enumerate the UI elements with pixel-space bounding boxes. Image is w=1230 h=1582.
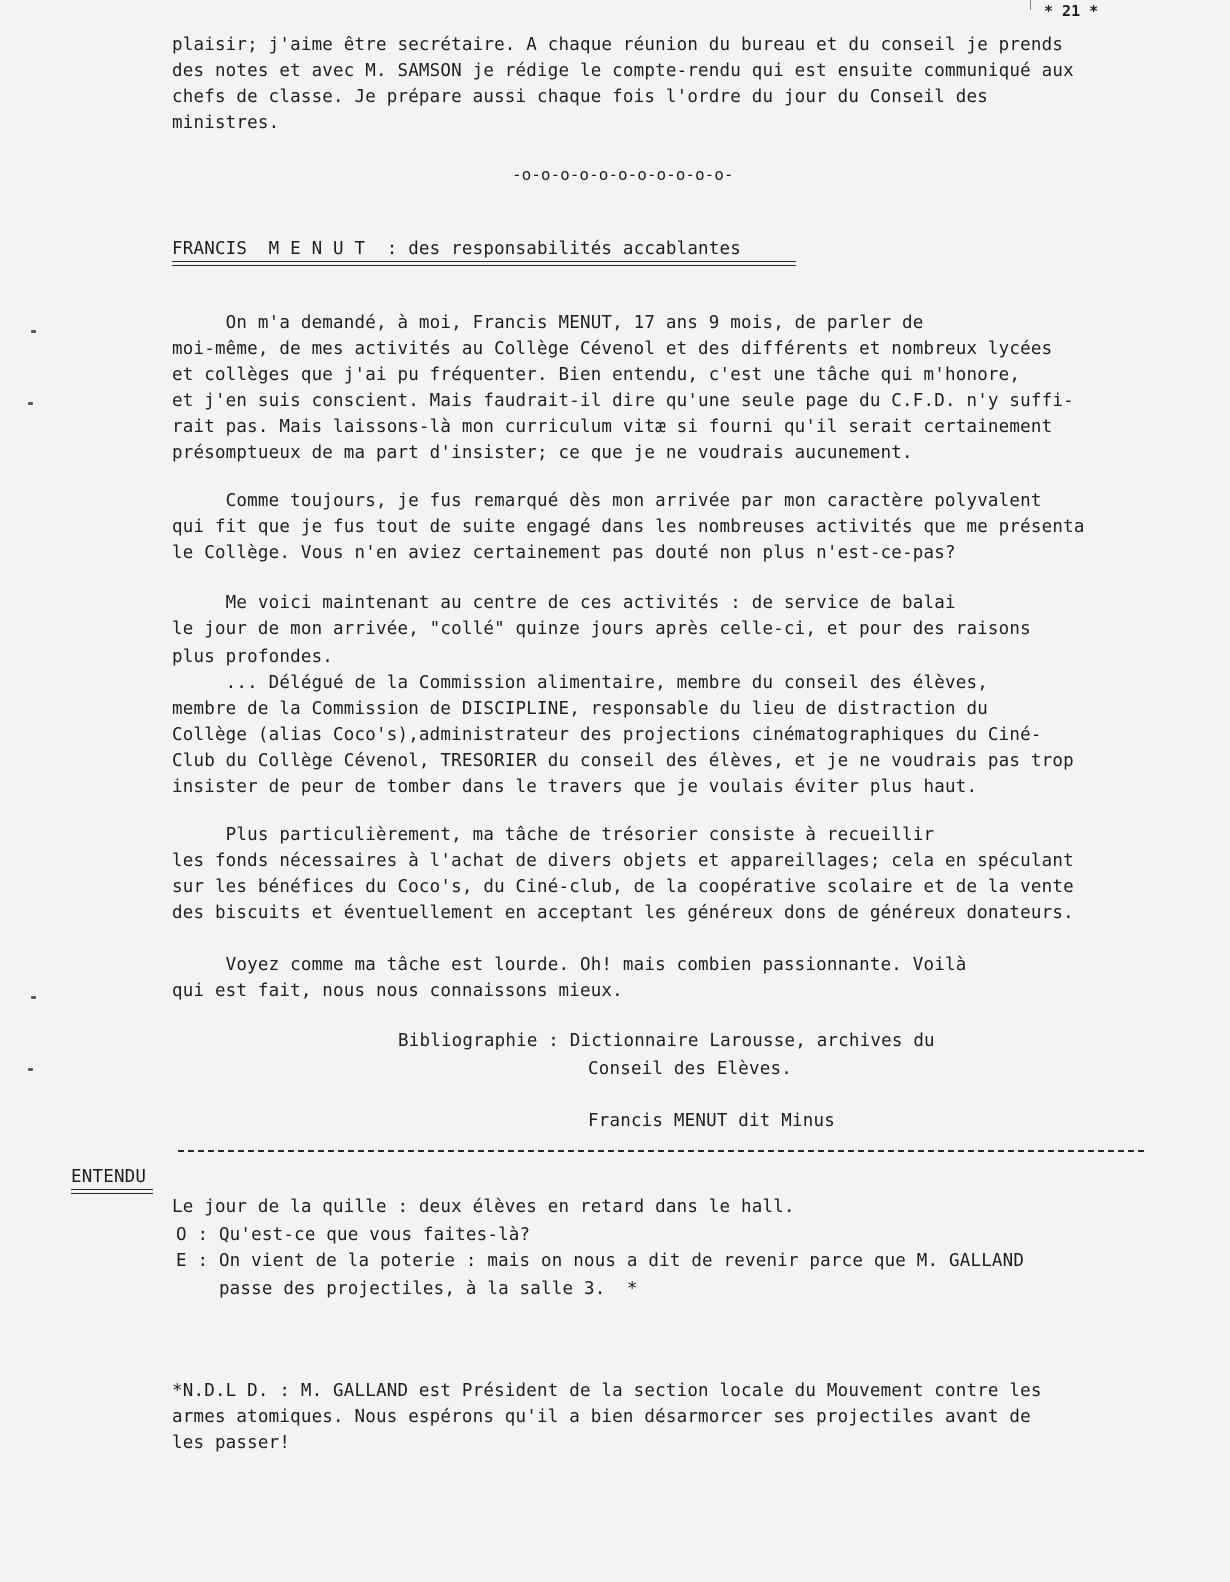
text-line: insister de peur de tomber dans le travers que je voulais éviter plus haut. [172,777,978,797]
dialogue-line: E : On vient de la poterie : mais on nous a dit de revenir parce que M. GALLAND [176,1251,1025,1271]
text-line: Plus particulièrement, ma tâche de trésorier consiste à recueillir [172,825,935,845]
title-double-underline [172,261,796,266]
text-line: rait pas. Mais laissons-là mon curriculum vitæ si fourni qu'il serait certainement [172,417,1053,437]
entendu-heading: ENTENDU [71,1167,147,1187]
entendu-intro: Le jour de la quille : deux élèves en retard dans le hall. [172,1197,795,1217]
text-line: Comme toujours, je fus remarqué dès mon arrivée par mon caractère polyvalent [172,491,1042,511]
bibliography-line: Bibliographie : Dictionnaire Larousse, archives du [398,1031,935,1051]
text-line: *N.D.L D. : M. GALLAND est Président de la section locale du Mouvement contre les [172,1381,1042,1401]
text-line: les fonds nécessaires à l'achat de divers objets et appareillages; cela en spéculant [172,851,1074,871]
text-line: sur les bénéfices du Coco's, du Ciné-club, de la coopérative scolaire et de la vente [172,877,1074,897]
text-line: membre de la Commission de DISCIPLINE, responsable du lieu de distraction du [172,699,988,719]
article-title: FRANCIS M E N U T : des responsabilités accablantes [172,239,742,259]
text-line: et collèges que j'ai pu fréquenter. Bien entendu, c'est une tâche qui m'honore, [172,365,1021,385]
dialogue-line: passe des projectiles, à la salle 3. * [176,1279,638,1299]
text-line: plus profondes. [172,647,334,667]
text-line: plaisir; j'aime être secrétaire. A chaque réunion du bureau et du conseil je prends [172,35,1064,55]
punch-mark [28,1068,33,1071]
text-line: des notes et avec M. SAMSON je rédige le compte-rendu qui est ensuite communiqué aux [172,61,1074,81]
text-line: moi-même, de mes activités au Collège Cévenol et des différents et nombreux lycées [172,339,1053,359]
heading-double-underline [71,1189,153,1194]
text-line: et j'en suis conscient. Mais faudrait-il dire qu'une seule page du C.F.D. n'y suffi- [172,391,1074,411]
dialogue-line: O : Qu'est-ce que vous faites-là? [176,1225,531,1245]
punch-mark [31,330,36,333]
text-line: chefs de classe. Je prépare aussi chaque fois l'ordre du jour du Conseil des [172,87,988,107]
text-line: Voyez comme ma tâche est lourde. Oh! mais combien passionnante. Voilà [172,955,967,975]
punch-mark [31,996,36,999]
text-line: les passer! [172,1433,291,1453]
text-line: armes atomiques. Nous espérons qu'il a bien désarmorcer ses projectiles avant de [172,1407,1031,1427]
text-line: ... Délégué de la Commission alimentaire, membre du conseil des élèves, [172,673,988,693]
section-divider [178,1150,1144,1152]
text-line: Collège (alias Coco's),administrateur des projections cinématographiques du Ciné- [172,725,1042,745]
text-line: le Collège. Vous n'en aviez certainement pas douté non plus n'est-ce-pas? [172,543,956,563]
article-signature: Francis MENUT dit Minus [588,1111,835,1131]
text-line: qui fit que je fus tout de suite engagé dans les nombreuses activités que me présenta [172,517,1085,537]
section-separator: -o-o-o-o-o-o-o-o-o-o-o- [512,165,734,184]
page-number: * 21 * [1044,2,1099,20]
text-line: qui est fait, nous nous connaissons mieux. [172,981,623,1001]
text-line: des biscuits et éventuellement en acceptant les généreux dons de généreux donateurs. [172,903,1074,923]
bibliography-line: Conseil des Elèves. [588,1059,792,1079]
text-line: le jour de mon arrivée, "collé" quinze jours après celle-ci, et pour des raisons [172,619,1031,639]
text-line: Me voici maintenant au centre de ces activités : de service de balai [172,593,956,613]
text-line: présomptueux de ma part d'insister; ce que je ne voudrais aucunement. [172,443,913,463]
text-line: ministres. [172,113,280,133]
text-line: On m'a demandé, à moi, Francis MENUT, 17 ans 9 mois, de parler de [172,313,924,333]
text-line: Club du Collège Cévenol, TRESORIER du conseil des élèves, et je ne voudrais pas trop [172,751,1074,771]
margin-tick-mark [1030,0,1031,10]
punch-mark [28,402,33,405]
